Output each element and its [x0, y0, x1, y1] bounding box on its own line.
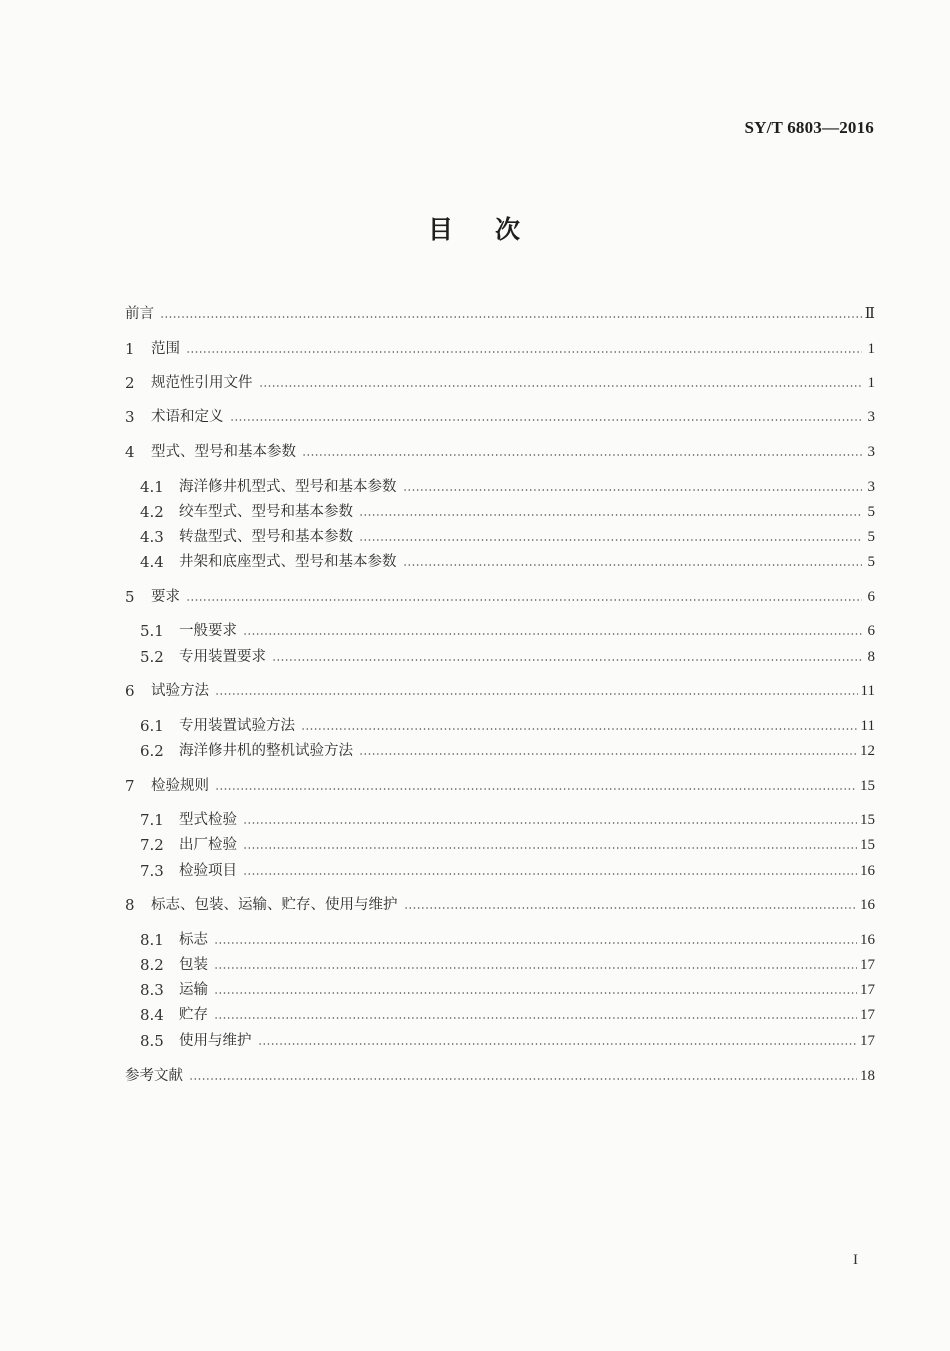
toc-entry-page: 17 — [860, 1033, 875, 1049]
toc-leader-dots — [214, 967, 857, 969]
toc-leader-dots — [272, 659, 862, 661]
toc-leader-dots — [302, 454, 862, 456]
toc-entry-number: 5.1 — [140, 622, 164, 640]
toc-entry-label: 检验规则 — [151, 778, 209, 794]
toc-entry[interactable] — [140, 476, 875, 498]
toc-entry-label: 包装 — [179, 957, 208, 973]
toc-entry-label: 型式检验 — [179, 812, 237, 828]
toc-entry[interactable] — [140, 646, 875, 668]
toc-entry-page: 15 — [860, 778, 875, 794]
toc-leader-dots — [214, 1017, 857, 1019]
toc-leader-dots — [243, 633, 862, 635]
toc-entry-label: 绞车型式、型号和基本参数 — [179, 504, 353, 520]
toc-leader-dots — [301, 728, 858, 730]
toc-entry-label: 海洋修井机型式、型号和基本参数 — [179, 479, 397, 495]
toc-entry-label: 运输 — [179, 982, 208, 998]
toc-entry[interactable] — [140, 740, 875, 762]
toc-entry[interactable] — [140, 834, 875, 856]
toc-entry-number: 3 — [125, 408, 135, 426]
toc-entry-page: 3 — [867, 479, 875, 495]
toc-leader-dots — [189, 1078, 857, 1080]
toc-entry[interactable] — [125, 775, 875, 797]
toc-entry-number: 8.5 — [140, 1032, 164, 1050]
toc-leader-dots — [215, 693, 858, 695]
toc-entry[interactable] — [140, 809, 875, 831]
toc-entry-page: 5 — [867, 504, 875, 520]
toc-entry-page: 15 — [860, 812, 875, 828]
toc-entry-number: 8.1 — [140, 931, 164, 949]
toc-leader-dots — [359, 539, 862, 541]
toc-leader-dots — [186, 599, 862, 601]
toc-entry-number: 7 — [125, 777, 135, 795]
toc-entry-number: 5 — [125, 588, 135, 606]
toc-entry-label: 专用装置试验方法 — [179, 718, 295, 734]
toc-entry[interactable] — [125, 441, 875, 463]
toc-entry-label: 标志 — [179, 932, 208, 948]
toc-entry[interactable] — [125, 586, 875, 608]
toc-entry[interactable] — [125, 1065, 875, 1087]
toc-entry-number: 1 — [125, 340, 135, 358]
toc-leader-dots — [243, 822, 857, 824]
toc-entry[interactable] — [140, 526, 875, 548]
toc-entry[interactable] — [140, 954, 875, 976]
toc-entry[interactable] — [140, 1030, 875, 1052]
toc-entry[interactable] — [125, 680, 875, 702]
toc-entry-label: 使用与维护 — [179, 1033, 252, 1049]
toc-entry-page: 16 — [860, 863, 875, 879]
toc-entry[interactable] — [140, 1004, 875, 1026]
toc-entry-page: 1 — [867, 375, 875, 391]
toc-entry-label: 转盘型式、型号和基本参数 — [179, 529, 353, 545]
toc-leader-dots — [215, 788, 857, 790]
toc-entry-number: 8.3 — [140, 981, 164, 999]
toc-entry-label: 检验项目 — [179, 863, 237, 879]
toc-leader-dots — [243, 873, 857, 875]
toc-entry-page: 17 — [860, 982, 875, 998]
toc-leader-dots — [403, 564, 863, 566]
toc-entry-label: 范围 — [151, 341, 180, 357]
toc-leader-dots — [359, 514, 862, 516]
toc-entry-page: 18 — [860, 1068, 875, 1084]
toc-entry-number: 4.1 — [140, 478, 164, 496]
toc-entry-page: 16 — [860, 932, 875, 948]
toc-entry-number: 6.1 — [140, 717, 164, 735]
toc-entry-label: 型式、型号和基本参数 — [151, 444, 296, 460]
toc-entry-number: 8.4 — [140, 1006, 164, 1024]
toc-entry-number: 2 — [125, 374, 135, 392]
toc-leader-dots — [160, 316, 862, 318]
toc-entry[interactable] — [125, 406, 875, 428]
toc-entry-number: 6 — [125, 682, 135, 700]
toc-leader-dots — [230, 419, 863, 421]
toc-entry-number: 4.3 — [140, 528, 164, 546]
toc-entry-page: 16 — [860, 897, 875, 913]
toc-entry-number: 7.1 — [140, 811, 164, 829]
toc-entry-label: 要求 — [151, 589, 180, 605]
toc-leader-dots — [214, 942, 857, 944]
toc-entry-label: 规范性引用文件 — [151, 375, 253, 391]
toc-leader-dots — [214, 992, 857, 994]
toc-entry-label: 一般要求 — [179, 623, 237, 639]
toc-entry-page: 6 — [867, 623, 875, 639]
toc-entry-page: 3 — [867, 409, 875, 425]
toc-entry-number: 4.2 — [140, 503, 164, 521]
toc-entry-page: 15 — [860, 837, 875, 853]
toc-entry-page: 17 — [860, 957, 875, 973]
toc-entry-label: 参考文献 — [125, 1068, 183, 1084]
toc-entry-label: 井架和底座型式、型号和基本参数 — [179, 554, 397, 570]
toc-entry[interactable] — [140, 929, 875, 951]
toc-leader-dots — [403, 489, 863, 491]
toc-entry-label: 海洋修井机的整机试验方法 — [179, 743, 353, 759]
toc-leader-dots — [359, 753, 857, 755]
toc-entry-page: 11 — [860, 718, 875, 734]
toc-entry-page: 11 — [860, 683, 875, 699]
toc-entry[interactable] — [140, 501, 875, 523]
toc-entry-page: 8 — [867, 649, 875, 665]
toc-entry-label: 前言 — [125, 306, 154, 322]
toc-entry-number: 7.2 — [140, 836, 164, 854]
toc-entry-number: 4.4 — [140, 553, 164, 571]
toc-entry[interactable] — [140, 860, 875, 882]
toc-entry-number: 5.2 — [140, 648, 164, 666]
toc-entry-page: 1 — [867, 341, 875, 357]
toc-leader-dots — [186, 351, 862, 353]
toc-leader-dots — [404, 907, 858, 909]
toc-entry-number: 8.2 — [140, 956, 164, 974]
toc-entry-label: 试验方法 — [151, 683, 209, 699]
toc-entry-number: 7.3 — [140, 862, 164, 880]
toc-entry-page: 5 — [867, 554, 875, 570]
document-code: SY/T 6803—2016 — [744, 118, 874, 137]
toc-entry[interactable] — [125, 372, 875, 394]
toc-leader-dots — [258, 1043, 858, 1045]
toc-entry[interactable] — [125, 303, 875, 325]
toc-entry-label: 贮存 — [179, 1007, 208, 1023]
toc-entry-number: 4 — [125, 443, 135, 461]
toc-leader-dots — [243, 847, 857, 849]
toc-entry-page: 3 — [867, 444, 875, 460]
toc-entry-number: 8 — [125, 896, 135, 914]
toc-entry-label: 标志、包装、运输、贮存、使用与维护 — [151, 897, 398, 913]
toc-entry-number: 6.2 — [140, 742, 164, 760]
toc-entry[interactable] — [125, 338, 875, 360]
toc-entry[interactable] — [140, 715, 875, 737]
page-number: I — [853, 1252, 858, 1268]
toc-entry[interactable] — [140, 979, 875, 1001]
toc-entry-page: 17 — [860, 1007, 875, 1023]
toc-leader-dots — [259, 385, 863, 387]
page-title: 目次 — [427, 215, 562, 244]
toc-entry-label: 专用装置要求 — [179, 649, 266, 665]
toc-entry-page: Ⅱ — [864, 306, 875, 322]
toc-entry-page: 5 — [867, 529, 875, 545]
toc-entry-page: 12 — [860, 743, 875, 759]
toc-entry[interactable] — [140, 620, 875, 642]
toc-entry-page: 6 — [867, 589, 875, 605]
toc-entry-label: 术语和定义 — [151, 409, 224, 425]
toc-entry[interactable] — [140, 551, 875, 573]
toc-entry[interactable] — [125, 894, 875, 916]
toc-entry-label: 出厂检验 — [179, 837, 237, 853]
